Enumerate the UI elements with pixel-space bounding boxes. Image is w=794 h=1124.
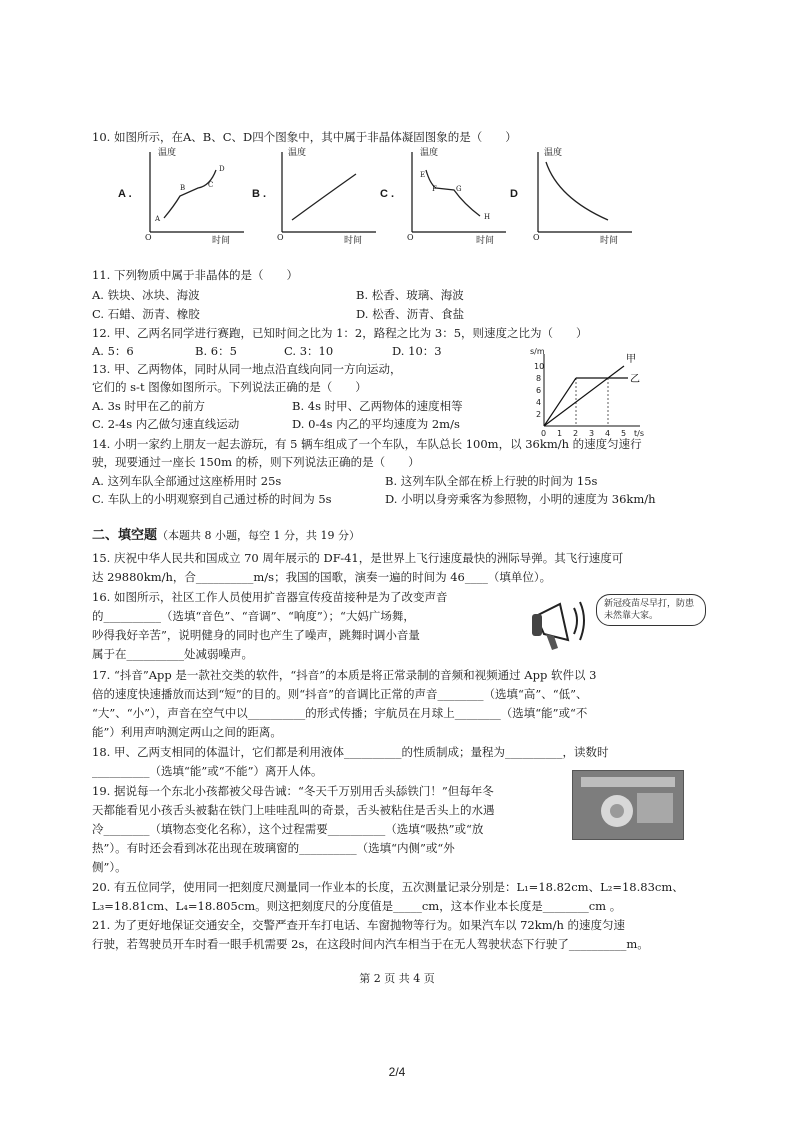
section2-title: 二、填空题 (92, 528, 158, 543)
q19-line1: 19. 据说每一个东北小孩都被父母告诫：“冬天千万别用舌头舔铁门！”但每年冬 (92, 784, 494, 798)
q17-line3: “大”、“小”），声音在空气中以__________的形式传播；宇航员在月球上________（选填“能”或“不 (92, 706, 588, 720)
q13-ytick-4: 4 (536, 398, 542, 407)
q13-st-graph (528, 346, 648, 438)
q13-stem-line1: 13. 甲、乙两物体，同时从同一地点沿直线向同一方向运动， (92, 362, 402, 376)
q12-stem: 12. 甲、乙两名同学进行赛跑，已知时间之比为 1：2，路程之比为 3：5，则速度之比为（ ） (92, 326, 588, 340)
q10-graph-a (140, 148, 250, 248)
q13-xtick-3: 3 (589, 429, 595, 438)
q10-graph-a-ylabel: 温度 (158, 148, 177, 158)
q13-ytick-6: 6 (536, 386, 542, 395)
q13-option-a: A. 3s 时甲在乙的前方 (92, 399, 205, 413)
q14-stem-line1: 14. 小明一家约上朋友一起去游玩，有 5 辆车组成了一个车队，车队总长 100m，以 36km/h 的速度匀速行 (92, 437, 642, 451)
q15-line2: 达 29880km/h，合__________m/s；我国的国歌，演奏一遍的时间为 46____（填单位）。 (92, 570, 552, 584)
q13-xtick-4: 4 (605, 429, 611, 438)
q10-graph-c-xlabel: 时间 (476, 236, 495, 246)
q17-line4: 能”）利用声呐测定两山之间的距离。 (92, 725, 282, 739)
q10-graph-c-point-g: G (456, 185, 462, 193)
q10-stem: 10. 如图所示，在A、B、C、D四个图象中，其中属于非晶体凝固图象的是（ ） (92, 130, 517, 144)
series-jia-line (544, 366, 624, 426)
q14-option-a: A. 这列车队全部通过这座桥用时 25s (92, 474, 282, 488)
q10-graph-b (272, 148, 382, 248)
q10-graph-c-point-e: E (420, 171, 426, 179)
q18-line2: __________（选填“能”或“不能”）离开人体。 (92, 764, 323, 778)
series-yi-line-rise (544, 378, 576, 426)
q11-stem: 11. 下列物质中属于非晶体的是（ ） (92, 268, 298, 282)
q13-series-jia-label: 甲 (626, 354, 636, 365)
page-footer: 第 2 页 共 4 页 (359, 972, 435, 985)
section2-subtitle: （本题共 8 小题，每空 1 分，共 19 分） (157, 529, 360, 542)
q20-line1: 20. 有五位同学，使用同一把刻度尺测量同一作业本的长度，五次测量记录分别是：L₁=18.82cm、L₂=18.83cm、 (92, 880, 684, 894)
q18-line1: 18. 甲、乙两支相同的体温计，它们都是利用液体__________的性质制成；量程为__________，读数时 (92, 745, 609, 759)
q16-line4: 属于在__________处减弱噪声。 (92, 647, 253, 661)
q10-graph-c-point-h: H (484, 213, 491, 221)
q19-photo-frozen-tongue (572, 770, 684, 840)
q10-graph-a-point-d: D (219, 165, 225, 173)
q10-graph-c (402, 148, 512, 248)
q10-graph-d-origin: O (533, 233, 540, 242)
q11-option-c: C. 石蜡、沥青、橡胶 (92, 307, 200, 321)
q13-ytick-10: 10 (534, 362, 545, 371)
q21-line2: 行驶，若驾驶员开车时看一眼手机需要 2s，在这段时间内汽车相当于在无人驾驶状态下行驶了__________m。 (92, 937, 649, 951)
q13-xtick-5: 5 (621, 429, 627, 438)
q13-option-b: B. 4s 时甲、乙两物体的速度相等 (292, 399, 463, 413)
q13-xlabel: t/s (634, 429, 644, 438)
q14-option-b: B. 这列车队全部在桥上行驶的时间为 15s (385, 474, 598, 488)
q13-ylabel: s/m (530, 347, 545, 356)
q10-graph-a-letter: A . (118, 188, 132, 200)
q10-graph-d-xlabel: 时间 (600, 236, 619, 246)
q13-xtick-0: 0 (541, 429, 547, 438)
q10-graph-d-letter: D (510, 188, 518, 200)
q12-option-b: B. 6：5 (195, 344, 237, 358)
q17-line1: 17. “抖音”App 是一款社交类的软件，“抖音”的本质是将正常录制的音频和视频通过 App 软件以 3 (92, 668, 597, 682)
q19-line3: 冷________（填物态变化名称），这个过程需要__________（选填“吸热”或“放 (92, 822, 484, 836)
q10-graph-a-xlabel: 时间 (212, 236, 231, 246)
q10-graph-a-point-b: B (180, 184, 186, 192)
q13-option-d: D. 0-4s 内乙的平均速度为 2m/s (292, 417, 460, 431)
q10-graph-b-origin: O (277, 233, 284, 242)
q19-line5: 侧”）。 (92, 860, 127, 874)
q14-stem-line2: 驶，现要通过一座长 150m 的桥，则下列说法正确的是（ ） (92, 455, 420, 469)
q10-graph-a-point-a: A (155, 215, 161, 223)
q13-ytick-8: 8 (536, 374, 542, 383)
q10-graph-a-origin: O (145, 233, 152, 242)
q11-option-b: B. 松香、玻璃、海波 (356, 288, 464, 302)
q17-line2: 倍的速度快速播放而达到“短”的目的。则“抖音”的音调比正常的声音________（选填“高”、“低”、 (92, 687, 588, 701)
megaphone-icon (530, 590, 592, 654)
q13-series-yi-label: 乙 (630, 374, 640, 385)
q19-line2: 天都能看见小孩舌头被黏在铁门上哇哇乱叫的奇景，舌头被粘住是舌头上的水遇 (92, 803, 495, 817)
q16-speech-bubble: 新冠疫苗尽早打，防患未然靠大家。 (596, 594, 706, 626)
q10-graph-d-ylabel: 温度 (544, 148, 563, 158)
section2-heading (92, 528, 360, 543)
q13-xtick-1: 1 (557, 429, 563, 438)
q16-line3: 吵得我好辛苦”，说明健身的同时也产生了噪声，跳舞时调小音量 (92, 628, 420, 642)
q12-option-c: C. 3：10 (284, 344, 334, 358)
q10-graph-d (528, 148, 638, 248)
q14-option-c: C. 车队上的小明观察到自己通过桥的时间为 5s (92, 492, 332, 506)
q10-graph-c-point-f: F (432, 185, 437, 193)
q21-line1: 21. 为了更好地保证交通安全，交警严查开车打电话、车窗抛物等行为。如果汽车以 72km/h 的速度匀速 (92, 918, 626, 932)
q10-graph-b-xlabel: 时间 (344, 236, 363, 246)
q13-xtick-2: 2 (573, 429, 579, 438)
q12-option-a: A. 5：6 (92, 344, 134, 358)
q10-graph-b-letter: B . (252, 188, 267, 200)
q14-option-d: D. 小明以身旁乘客为参照物，小明的速度为 36km/h (385, 492, 656, 506)
q13-stem-line2: 它们的 s-t 图像如图所示。下列说法正确的是（ ） (92, 380, 367, 394)
q10-graph-c-origin: O (407, 233, 414, 242)
q10-graph-c-letter: C . (380, 188, 395, 200)
q11-option-d: D. 松香、沥青、食盐 (356, 307, 465, 321)
page-indicator: 2/4 (388, 1065, 406, 1079)
q12-option-d: D. 10：3 (392, 344, 442, 358)
q10-graph-a-point-c: C (208, 181, 214, 189)
q15-line1: 15. 庆祝中华人民共和国成立 70 周年展示的 DF-41，是世界上飞行速度最快的洲际导弹。其飞行速度可 (92, 551, 624, 565)
q13-ytick-2: 2 (536, 410, 542, 419)
q20-line2: L₃=18.81cm、L₄=18.805cm。则这把刻度尺的分度值是_____cm，这本作业本长度是________cm 。 (92, 899, 622, 913)
q10-graph-b-ylabel: 温度 (288, 148, 307, 158)
q16-line1: 16. 如图所示，社区工作人员使用扩音器宣传疫苗接种是为了改变声音 (92, 590, 448, 604)
q13-option-c: C. 2-4s 内乙做匀速直线运动 (92, 417, 240, 431)
q11-option-a: A. 铁块、冰块、海波 (92, 288, 200, 302)
q16-line2: 的__________（选填“音色”、“音调”、“响度”）；“大妈广场舞， (92, 609, 415, 623)
q10-graph-c-ylabel: 温度 (420, 148, 439, 158)
q19-line4: 热”）。有时还会看到冰花出现在玻璃窗的__________（选填“内侧”或“外 (92, 841, 455, 855)
